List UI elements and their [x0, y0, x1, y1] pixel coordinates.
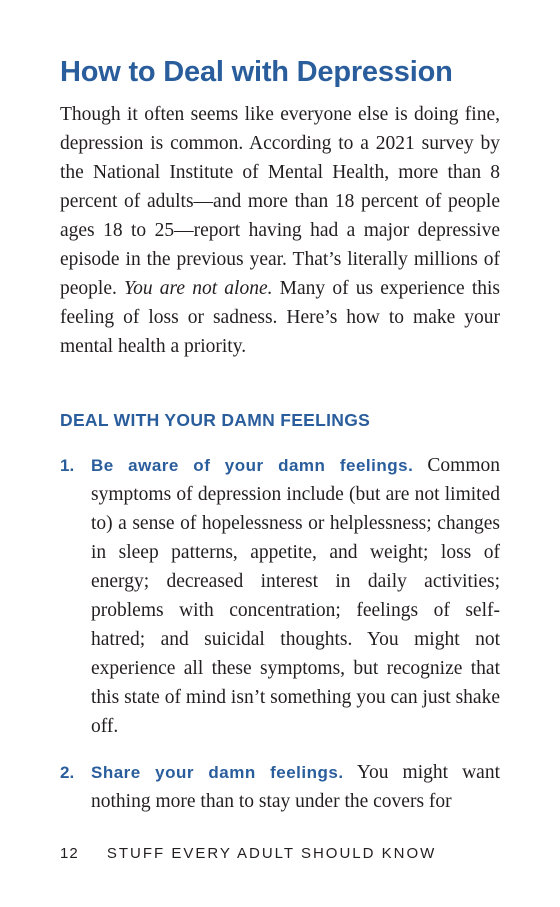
intro-paragraph: [60, 100, 500, 361]
page-footer: [60, 845, 436, 862]
item-number: 2.: [60, 763, 75, 782]
item-text: Common symptoms of depression include (but are not limited to) a sense of hopelessness or helplessness; changes in sleep patterns, appetite, and weight; loss of energy; decreased interest in daily activities; problems with concentration; feelings of self-hatred; and suicidal thoughts. You might not experience all these symptoms, but recognize that this state of mind isn’t something you can just shake off.: [91, 455, 500, 737]
book-title: STUFF EVERY ADULT SHOULD KNOW: [106, 845, 437, 862]
list-item: [60, 451, 500, 741]
page-content: [60, 48, 500, 833]
intro-text-part2: Many of us experience this feeling of loss or sadness. Here’s how to make your mental health a priority.: [60, 278, 501, 357]
item-lead: Be aware of your damn feelings.: [91, 456, 414, 475]
section-heading: DEAL WITH YOUR DAMN FEELINGS: [60, 410, 371, 430]
item-text: You might want nothing more than to stay under the covers for: [91, 762, 501, 812]
item-number: 1.: [60, 456, 75, 475]
intro-text-part1: Though it often seems like everyone else is doing fine, depression is common. According to a 2021 survey by the National Institute of Mental Health, more than 8 percent of adults—and more than 18 percent of people ages 18 to 25—report having had a major depressive episode in the previous year. That’s literally millions of people.: [60, 104, 500, 299]
page-title: How to Deal with Depression: [60, 56, 453, 88]
list-item: [60, 758, 500, 816]
item-lead: Share your damn feelings.: [91, 763, 344, 782]
tips-list: [60, 451, 500, 816]
page-number: 12: [60, 845, 79, 862]
intro-emphasis: You are not alone.: [124, 278, 273, 299]
